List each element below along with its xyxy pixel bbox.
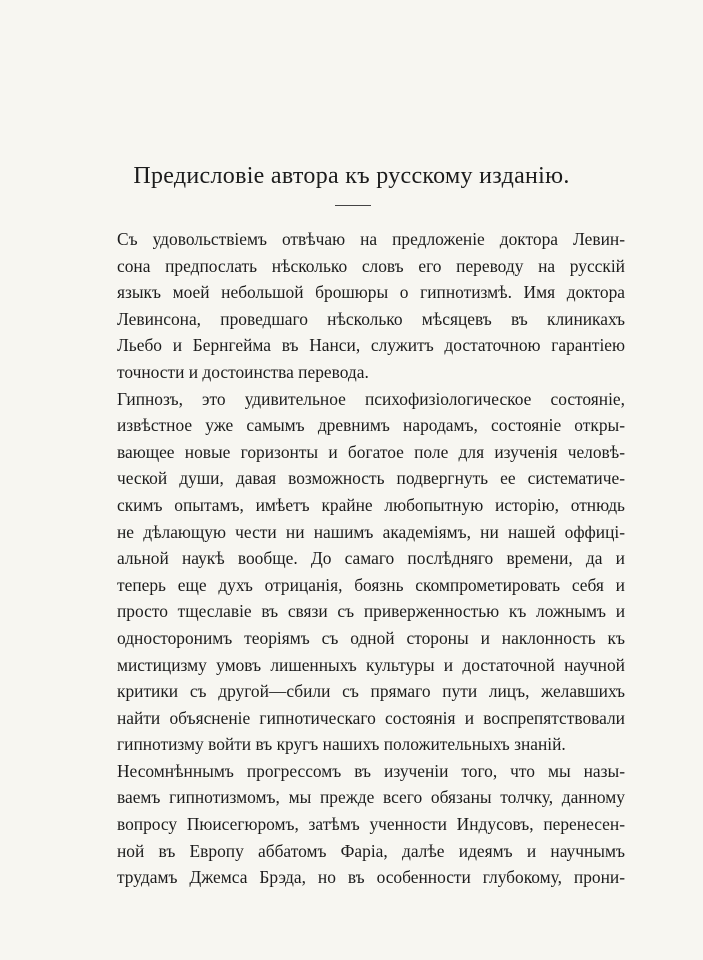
text-line: Левинсона, проведшаго нѣсколько мѣсяцевъ въ клиникахъ: [117, 308, 625, 329]
text-line: вопросу Пюисегюромъ, затѣмъ ученности Индусовъ, перенесен-: [117, 814, 625, 835]
text-line: альной наукѣ вообще. До самаго послѣдняго времени, да и: [117, 548, 625, 569]
text-line: не дѣлающую чести ни нашимъ академіямъ, ни нашей оффиці-: [117, 521, 625, 542]
text-line: мистицизму умовъ лишенныхъ культуры и достаточной научной: [117, 654, 625, 675]
text-line: языкъ моей небольшой брошюры о гипнотизмѣ. Имя доктора: [117, 282, 625, 303]
text-line: найти объясненіе гипнотическаго состоянія и воспрепятствовали: [117, 707, 625, 728]
page-title: Предисловіе автора къ русскому изданію.: [133, 163, 570, 189]
text-line: Льебо и Бернгейма въ Нанси, служитъ достаточною гарантіею: [117, 335, 625, 356]
text-line: теперь еще духъ отрицанія, боязнь скомпрометировать себя и: [117, 574, 625, 595]
text-line: вающее новые горизонты и богатое поле для изученія человѣ-: [117, 441, 625, 462]
text-line: точности и достоинства перевода.: [117, 361, 369, 382]
text-line: Несомнѣннымъ прогрессомъ въ изученіи того, что мы назы-: [117, 760, 625, 781]
text-line: трудамъ Джемса Брэда, но въ особенности глубокому, прони-: [117, 867, 625, 888]
text-line: просто тщеславіе въ связи съ приверженностью къ ложнымъ и: [117, 601, 625, 622]
text-line: скимъ опытамъ, имѣетъ крайне любопытную исторію, отнюдь: [117, 494, 625, 515]
paragraph-3: [117, 758, 625, 891]
text-line: критики съ другой—сбили съ прямаго пути лицъ, желавшихъ: [117, 681, 625, 702]
body-text: [117, 226, 625, 891]
text-line: Съ удовольствіемъ отвѣчаю на предложеніе доктора Левин-: [117, 229, 625, 249]
text-line: Гипнозъ, это удивительное психофизіологическое состояніе,: [117, 388, 625, 409]
text-line: односторонимъ теоріямъ съ одной стороны и наклонность къ: [117, 627, 625, 648]
paragraph-1: [117, 226, 625, 386]
text-line: ваемъ гипнотизмомъ, мы прежде всего обязаны толчку, данному: [117, 787, 625, 808]
text-line: гипнотизму войти въ кругъ нашихъ положительныхъ знаній.: [117, 734, 566, 755]
text-line: извѣстное уже самымъ древнимъ народамъ, состояніе откры-: [117, 415, 625, 436]
text-line: ной въ Европу аббатомъ Фаріа, далѣе идеямъ и научнымъ: [117, 840, 625, 861]
title-divider: [335, 205, 371, 206]
text-line: сона предпослать нѣсколько словъ его переводу на русскій: [117, 255, 625, 276]
text-line: ческой души, давая возможность подвергнуть ее систематиче-: [117, 468, 625, 489]
paragraph-2: [117, 386, 625, 758]
